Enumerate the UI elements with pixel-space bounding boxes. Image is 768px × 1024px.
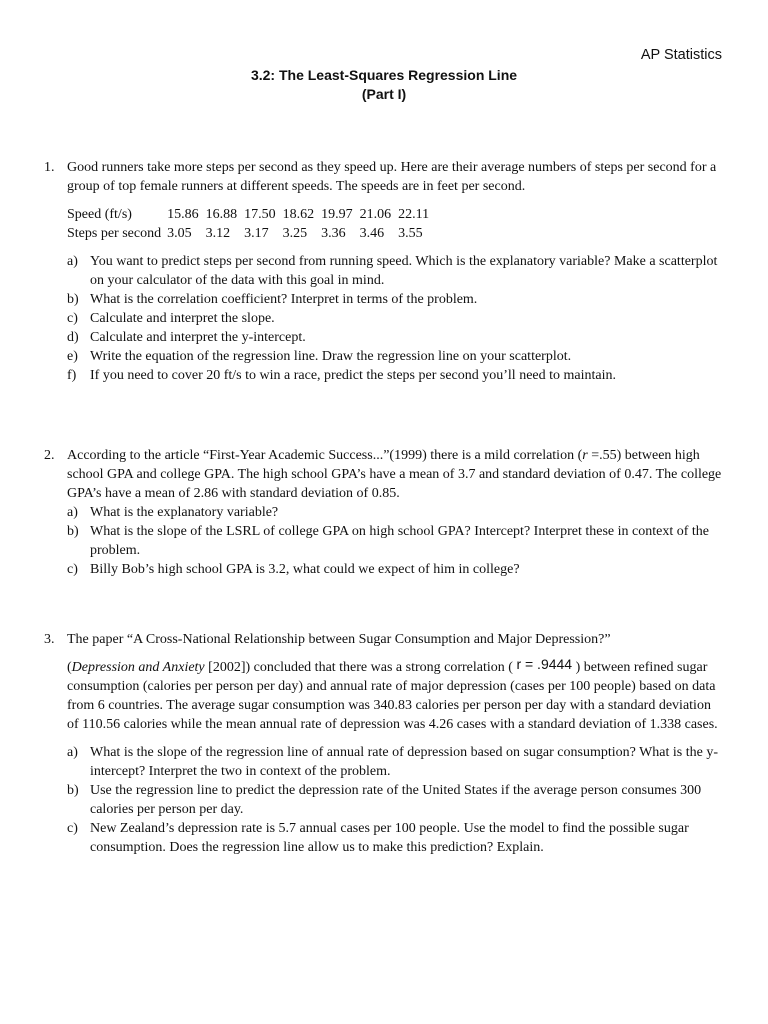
part-text: You want to predict steps per second from running speed. Which is the explanatory variable? Make a scatterplot on your calculator of the data with this goal in mind. [90,254,718,288]
question-text-line: The paper “A Cross-National Relationship between Sugar Consumption and Major Depression?” [67,632,611,647]
part-label: b) [67,524,79,539]
part-text: If you need to cover 20 ft/s to win a race, predict the steps per second you’ll need to maintain. [90,368,616,383]
part-label: a) [67,745,78,760]
part-label: c) [67,821,78,836]
question-text-part: According to the article “First-Year Academic Success...”(1999) there is a mild correlation ( [67,448,583,463]
correlation-value: r = .9444 [516,656,573,672]
row-label: Speed (ft/s) [67,207,132,222]
question-text [67,630,726,734]
table-cell: 21.06 [359,207,392,222]
question-text: Good runners take more steps per second as they speed up. Here are their average numbers of steps per second for a group of top female runners at different speeds. The speeds are in feet per second. [67,160,717,194]
part-text: Calculate and interpret the slope. [90,311,275,326]
question-parts [67,743,726,857]
question-text-part: ) between refined sugar consumption (calories per person per day) and annual rate of major depression (cases per 100 people) based on data from 6 countries. The average sugar consumption was 340.83 calories per person per day with a standard deviation of 110.56 calories while the mean annual rate of depression was 4.26 cases with a standard deviation of 1.338 cases. [67,660,718,732]
course-label: AP Statistics [640,47,722,63]
question-number: 2. [44,448,55,463]
table-cell: 3.46 [359,226,385,241]
table-cell: 19.97 [321,207,353,222]
question-parts [67,503,726,579]
table-cell: 3.36 [321,226,346,241]
part-label: b) [67,783,79,798]
table-cell: 15.86 [167,207,199,222]
part-label: c) [67,311,78,326]
part-text: Use the regression line to predict the depression rate of the United States if the average person consumes 300 calories per person per day. [90,783,702,817]
journal-name: Depression and Anxiety [71,660,205,675]
list-item [67,290,726,309]
list-item [67,819,726,857]
list-item [67,347,726,366]
part-text: What is the slope of the LSRL of college GPA on high school GPA? Intercept? Interpret these in context of the problem. [90,524,709,558]
question-text-part: [2002]) concluded that there was a strong correlation ( [204,660,517,675]
table-cell: 3.12 [205,226,231,241]
row-label: Steps per second [67,226,162,241]
correlation-symbol: r [582,448,588,463]
page-subtitle: (Part I) [361,86,407,102]
list-item [67,328,726,347]
table-cell: 3.25 [282,226,308,241]
question-1 [44,158,726,385]
part-text: Calculate and interpret the y-intercept. [90,330,306,345]
part-label: a) [67,505,78,520]
part-text: What is the explanatory variable? [90,505,279,520]
part-text: What is the slope of the regression line of annual rate of depression based on sugar consumption? What is the y-intercept? Interpret the two in context of the problem. [90,745,719,779]
question-number: 3. [44,632,55,647]
data-table [67,205,436,243]
table-cell: 16.88 [205,207,238,222]
part-label: e) [67,349,78,364]
part-label: c) [67,562,78,577]
title-block [0,66,768,104]
part-label: d) [67,330,79,345]
part-text: Billy Bob’s high school GPA is 3.2, what could we expect of him in college? [90,562,520,577]
question-3 [44,630,726,857]
table-cell: 17.50 [244,207,276,222]
list-item [67,781,726,819]
question-text [67,446,726,503]
part-label: a) [67,254,78,269]
list-item [67,366,726,385]
part-text: What is the correlation coefficient? Interpret in terms of the problem. [90,292,478,307]
table-cell: 22.11 [398,207,430,222]
part-label: b) [67,292,79,307]
table-row-speed [67,205,436,224]
question-parts [67,252,726,385]
part-text: New Zealand’s depression rate is 5.7 annual cases per 100 people. Use the model to find the possible sugar consumption. Does the regression line allow us to make this prediction? Explain. [90,821,689,855]
question-2 [44,446,726,579]
table-cell: 3.05 [167,226,192,241]
part-text: Write the equation of the regression line. Draw the regression line on your scatterplot. [90,349,572,364]
table-cell: 18.62 [282,207,315,222]
part-label: f) [67,368,77,383]
list-item [67,252,726,290]
table-cell: 3.17 [244,226,269,241]
list-item [67,522,726,560]
page-title: 3.2: The Least-Squares Regression Line [250,67,518,83]
list-item [67,503,726,522]
table-row-steps [67,224,436,243]
table-cell: 3.55 [398,226,423,241]
question-number: 1. [44,160,55,175]
question-text-part: =.55) between high school GPA and college GPA. The high school GPA’s have a mean of 3.7 and standard deviation of 0.47. The college GPA’s have a mean of 2.86 with standard deviation of 0.85. [67,448,722,501]
list-item [67,560,726,579]
list-item [67,743,726,781]
question-text-body: (Depression and Anxiety [2002]) concluded that there was a strong correlation ( r = .9444 ) between refined sugar consumption (calories per person per day) and annual rate of major depression (cases per 100 people) based on data from 6 countries. The average sugar consumption was 340.83 calories per person per day with a standard deviation of 110.56 calories while the mean annual rate of depression was 4.26 cases with a standard deviation of 1.338 cases. [67,656,718,732]
list-item [67,309,726,328]
